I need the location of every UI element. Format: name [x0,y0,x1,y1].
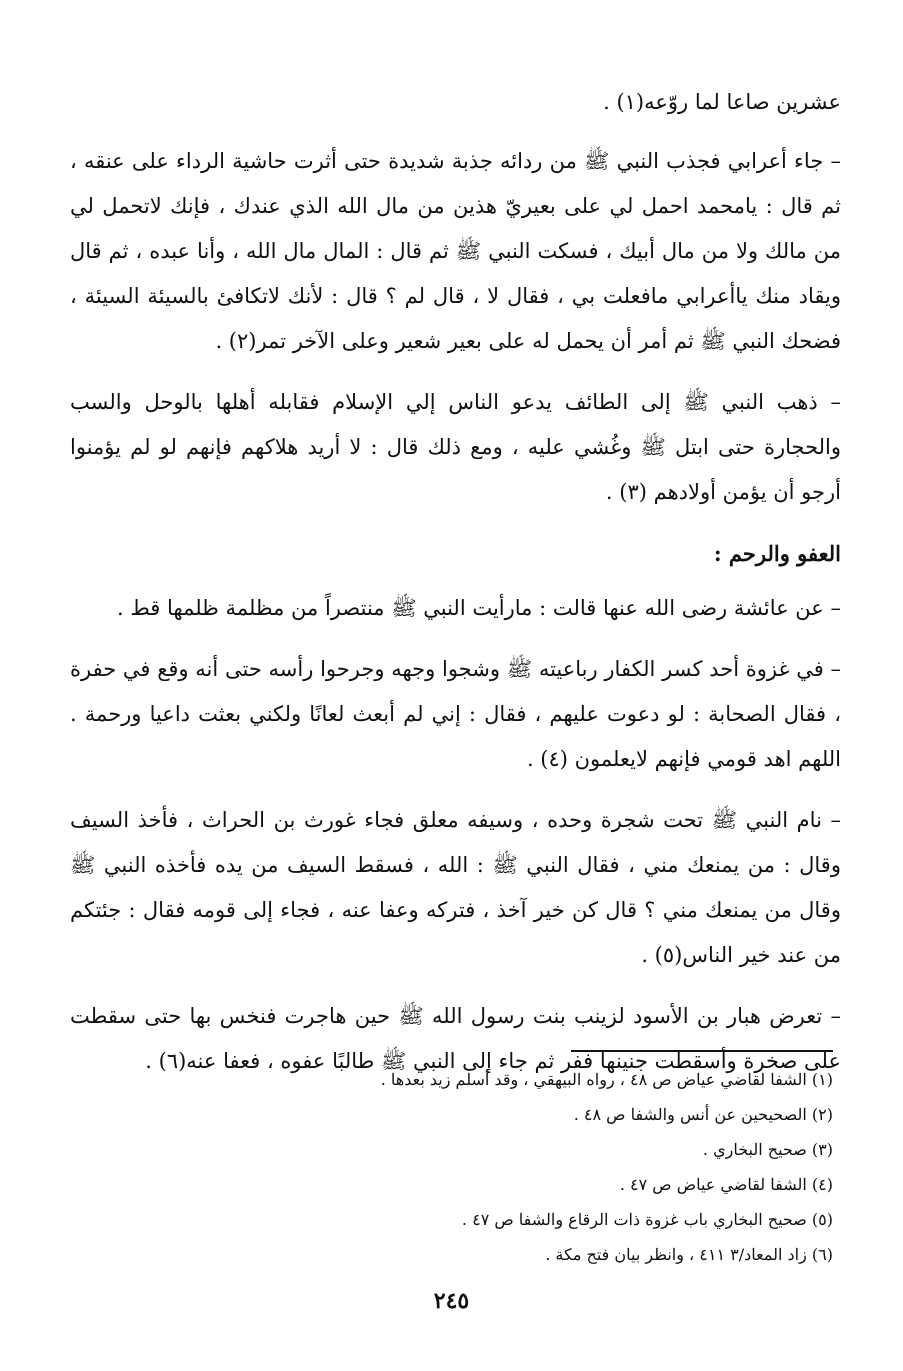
footnote: (٤) الشفا لقاضي عياض ص ٤٧ . [619,1175,833,1194]
footnote: (٦) زاد المعاد/٣ ٤١١ ، وانظر بيان فتح مكة . [545,1245,833,1264]
section-heading: العفو والرحم : [713,541,841,566]
paragraph-aisha: – عن عائشة رضى الله عنها قالت : مارأيت النبي ﷺ منتصراً من مظلمة ظلمها قط . [117,596,841,620]
footnote: (٣) صحيح البخاري . [702,1140,833,1159]
paragraph-taif: – ذهب النبي ﷺ إلى الطائف يدعو الناس إلي الإسلام فقابله أهلها بالوحل والسب والحجارة حتى ابتل ﷺ وغُشي عليه ، ومع ذلك قال : لا أريد هلاكهم فإنهم لو لم يؤمنوا أرجو أن يؤمن أولادهم (٣) . [70,390,841,504]
paragraph-intro: عشرين صاعا لما روّعه(١) . [603,90,841,114]
page-number: ٢٤٥ [433,1288,470,1314]
footnote-divider [571,1050,833,1052]
footnote: (٢) الصحيحين عن أنس والشفا ص ٤٨ . [573,1105,833,1124]
paragraph-bedouin: – جاء أعرابي فجذب النبي ﷺ من ردائه جذبة شديدة حتى أثرت حاشية الرداء على عنقه ، ثم قال : يامحمد احمل لي على بعيريّ هذين من مال الله الذي عندك ، فإنك لاتحمل لي من مالك ولا من مال أبيك ، فسكت النبي ﷺ ثم قال : المال مال الله ، وأنا عبده ، ثم قال ويقاد منك ياأعرابي مافعلت بي ، فقال لا ، قال لم ؟ قال : لأنك لاتكافئ بالسيئة السيئة ، فضحك النبي ﷺ ثم أمر أن يحمل له على بعير شعير وعلى الآخر تمر(٢) . [70,149,841,353]
paragraph-habbar: – تعرض هبار بن الأسود لزينب بنت رسول الله ﷺ حين هاجرت فنخس بها حتى سقطت على صخرة وأسقطت جنينها ففر ثم جاء إلى النبي ﷺ طالبًا عفوه ، فعفا عنه(٦) . [70,1004,841,1073]
paragraph-ghawrath: – نام النبي ﷺ تحت شجرة وحده ، وسيفه معلق فجاء غورث بن الحراث ، فأخذ السيف وقال : من يمنعك مني ، فقال النبي ﷺ : الله ، فسقط السيف من يده فأخذه النبي ﷺ وقال من يمنعك مني ؟ قال كن خير آخذ ، فتركه وعفا عنه ، فجاء إلى قومه فقال : جئتكم من عند خير الناس(٥) . [70,808,841,967]
paragraph-uhud: – في غزوة أحد كسر الكفار رباعيته ﷺ وشجوا وجهه وجرحوا رأسه حتى أنه وقع في حفرة ، فقال الصحابة : لو دعوت عليهم ، فقال : إني لم أبعث لعانًا ولكني بعثت داعيا ورحمة . اللهم اهد قومي فإنهم لايعلمون (٤) . [70,657,841,771]
footnote: (٥) صحيح البخاري باب غزوة ذات الرقاع والشفا ص ٤٧ . [461,1210,833,1229]
footnotes-list [70,1062,833,1272]
footnote: (١) الشفا لقاضي عياض ص ٤٨ ، رواه البيهقي ، وقد أسلم زيد بعدها . [380,1070,833,1089]
page-body [70,80,841,1100]
